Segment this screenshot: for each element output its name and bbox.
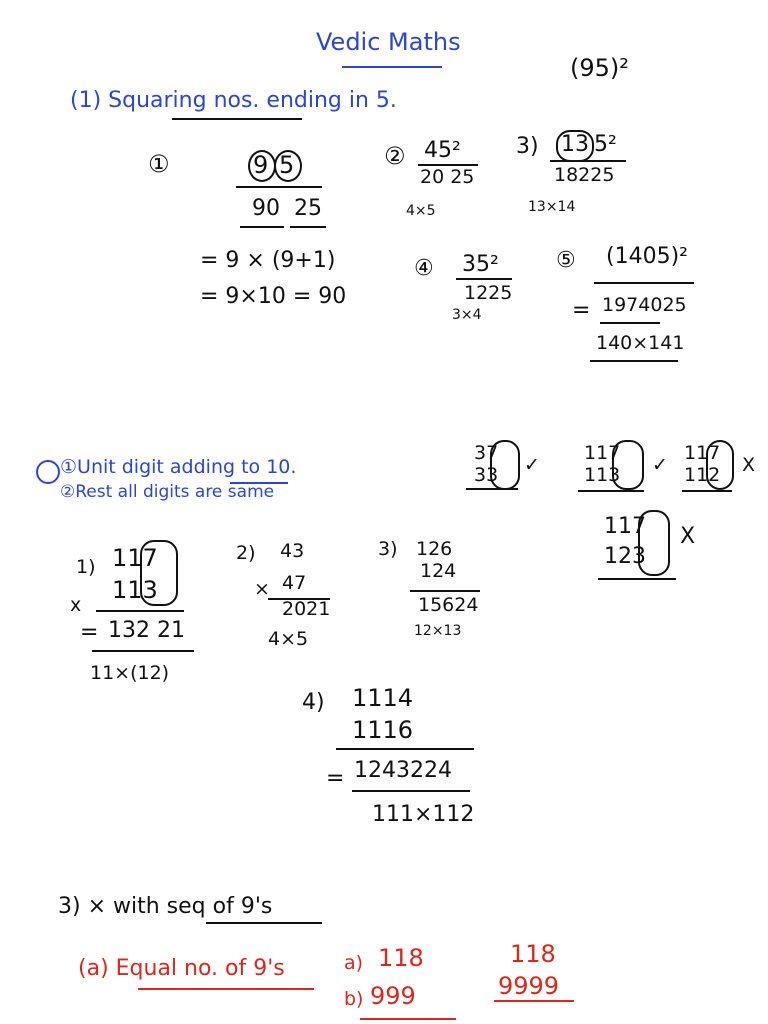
- ex1-line1: = 9 × (9+1): [200, 248, 336, 273]
- check1-top: 37: [474, 442, 499, 464]
- s2-ex3-line: [410, 590, 480, 592]
- check1-line: [466, 488, 518, 490]
- section2-rule1: ①Unit digit adding to 10.: [60, 456, 297, 478]
- s2-ex1-note: 11×(12): [90, 662, 170, 684]
- section3-heading-underline: [206, 922, 322, 924]
- s2-ex2-bottom: 47: [282, 572, 307, 594]
- ex5-line-2: [600, 322, 660, 324]
- section3-heading: 3) × with seq of 9's: [58, 894, 273, 919]
- section2-number-circle: [36, 460, 60, 484]
- s2-ex1-bottom: 113: [112, 576, 158, 604]
- check2-mark: ✓: [652, 454, 668, 476]
- check3-line: [682, 490, 732, 492]
- s2-ex1-label: 1): [76, 556, 96, 578]
- check4-mark: X: [680, 524, 696, 549]
- s2-ex4-note: 111×112: [372, 802, 475, 827]
- s2-ex3-note: 12×13: [414, 623, 462, 639]
- ex3-line: [550, 160, 626, 162]
- section3-sub-a-underline: [138, 988, 314, 990]
- ex1-line: [236, 186, 322, 188]
- check2-line: [578, 490, 644, 492]
- s2-ex4-bottom: 1116: [352, 716, 414, 744]
- ex5-line: [594, 282, 694, 284]
- s2-ex2-op: ×: [254, 578, 270, 600]
- s2-ex4-underline: [352, 790, 470, 792]
- s2-ex3-bottom: 124: [420, 560, 457, 582]
- check4-bottom: 123: [604, 544, 646, 569]
- ex2-problem: 45²: [424, 138, 461, 163]
- ex3-rest: 5²: [594, 132, 617, 157]
- check2-top: 117: [584, 442, 621, 464]
- ex1-underline-b: [290, 226, 326, 228]
- section1-heading-underline: [172, 118, 302, 120]
- ex1-digit-2: 5: [279, 151, 295, 179]
- check2-bottom: 113: [584, 464, 621, 486]
- ex4-label: ④: [414, 256, 434, 281]
- ex4-result: 1225: [464, 282, 513, 304]
- check1-bottom: 33: [474, 464, 499, 486]
- s2-ex1-line: [96, 610, 184, 612]
- s2-ex1-top: 117: [112, 544, 158, 572]
- ex5-eq: =: [572, 298, 591, 323]
- section3-b-label: b): [344, 988, 364, 1010]
- s2-ex1-result: 132 21: [108, 618, 185, 643]
- ex3-note: 13×14: [528, 199, 576, 215]
- s2-ex2-result: 2021: [282, 598, 331, 620]
- ex1-result-a: 90: [252, 196, 280, 221]
- ex4-problem: 35²: [462, 252, 499, 277]
- check3-bottom: 112: [684, 464, 721, 486]
- check4-top: 117: [604, 514, 646, 539]
- top-right-note: (95)²: [570, 54, 629, 82]
- s2-ex2-note: 4×5: [268, 628, 309, 650]
- s2-ex3-label: 3): [378, 538, 398, 560]
- ex4-line: [456, 278, 512, 280]
- s2-ex1-op: x: [70, 594, 82, 616]
- ex1-line2: = 9×10 = 90: [200, 284, 347, 309]
- section3-b-underline: [360, 1018, 456, 1020]
- section3-c-bottom: 9999: [498, 972, 560, 1000]
- ex5-result: 1974025: [602, 294, 687, 316]
- s2-ex4-line: [336, 748, 474, 750]
- ex4-note: 3×4: [452, 307, 482, 323]
- s2-ex4-label: 4): [302, 690, 325, 715]
- ex1-label: ①: [148, 150, 170, 178]
- section3-c-underline: [494, 1000, 574, 1002]
- check3-mark: X: [742, 454, 756, 476]
- ex2-result: 20 25: [420, 166, 475, 188]
- section3-a-top: 118: [378, 944, 424, 972]
- s2-ex3-result: 15624: [418, 594, 479, 616]
- s2-ex2-label: 2): [236, 542, 256, 564]
- ex5-label: ⑤: [556, 248, 576, 273]
- ex3-label: 3): [516, 134, 539, 159]
- title-underline: [342, 66, 442, 68]
- check1-mark: ✓: [524, 454, 540, 476]
- ex1-result-b: 25: [294, 196, 322, 221]
- section3-a-label: a): [344, 952, 364, 974]
- s2-ex1-eq: =: [80, 620, 99, 645]
- s2-ex2-top: 43: [280, 540, 305, 562]
- ex5-note: 140×141: [596, 332, 685, 354]
- ex1-underline-a: [240, 226, 284, 228]
- section2-rule2: ②Rest all digits are same: [60, 482, 275, 502]
- page-title: Vedic Maths: [316, 28, 461, 56]
- s2-ex3-top: 126: [416, 538, 453, 560]
- check3-top: 117: [684, 442, 721, 464]
- section3-b-bottom: 999: [370, 982, 416, 1010]
- s2-ex4-top: 1114: [352, 684, 414, 712]
- ex5-problem: (1405)²: [606, 244, 688, 269]
- section3-c-top: 118: [510, 940, 556, 968]
- ex5-note-underline: [590, 360, 678, 362]
- ex3-result: 18225: [554, 164, 615, 186]
- ex2-note: 4×5: [406, 203, 436, 219]
- check4-line: [598, 578, 676, 580]
- s2-ex1-underline: [92, 650, 194, 652]
- section1-heading: (1) Squaring nos. ending in 5.: [70, 88, 397, 113]
- s2-ex4-result: 1243224: [354, 758, 452, 783]
- ex2-label: ②: [384, 142, 406, 170]
- ex1-digit-1: 9: [253, 151, 269, 179]
- ex3-circled: 13: [561, 132, 589, 157]
- s2-ex4-eq: =: [326, 766, 345, 791]
- section3-sub-a: (a) Equal no. of 9's: [78, 956, 285, 981]
